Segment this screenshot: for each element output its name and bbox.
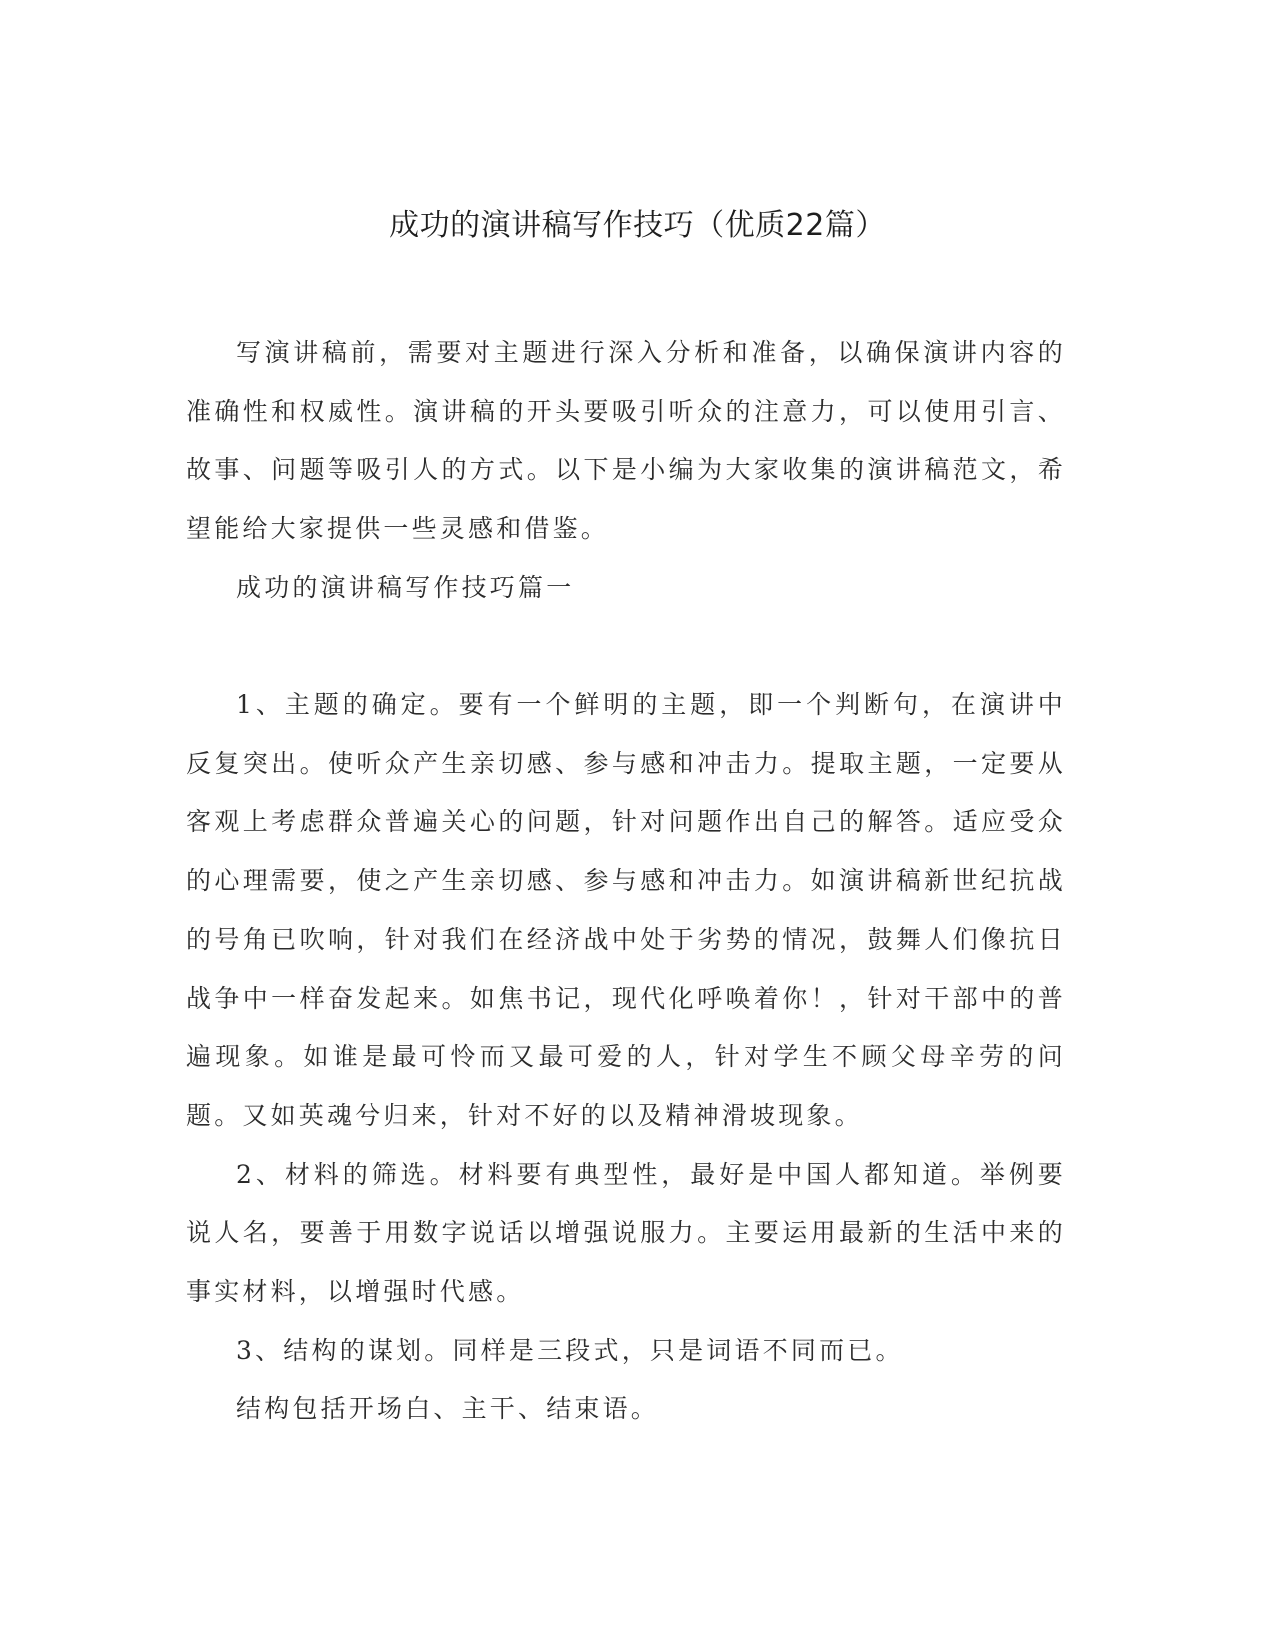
intro-block <box>186 324 1066 618</box>
document-title: 成功的演讲稿写作技巧（优质22篇） <box>389 208 886 243</box>
section-body <box>186 676 1066 1439</box>
body-paragraph-4: 结构包括开场白、主干、结束语。 <box>236 1394 660 1424</box>
intro-paragraph: 写演讲稿前，需要对主题进行深入分析和准备，以确保演讲内容的准确性和权威性。演讲稿的开头要吸引听众的注意力，可以使用引言、故事、问题等吸引人的方式。以下是小编为大家收集的演讲稿范文，希望能给大家提供一些灵感和借鉴。 <box>186 338 1066 544</box>
body-paragraph-3: 3、结构的谋划。同样是三段式，只是词语不同而已。 <box>236 1335 904 1365</box>
section-heading: 成功的演讲稿写作技巧篇一 <box>236 572 575 602</box>
body-paragraph-1: 1、主题的确定。要有一个鲜明的主题，即一个判断句，在演讲中反复突出。使听众产生亲切感、参与感和冲击力。提取主题，一定要从客观上考虑群众普遍关心的问题，针对问题作出自己的解答。适应受众的心理需要，使之产生亲切感、参与感和冲击力。如演讲稿新世纪抗战的号角已吹响，针对我们在经济战中处于劣势的情况，鼓舞人们像抗日战争中一样奋发起来。如焦书记，现代化呼唤着你！，针对干部中的普遍现象。如谁是最可怜而又最可爱的人，针对学生不顾父母辛劳的问题。又如英魂兮归来，针对不好的以及精神滑坡现象。 <box>186 690 1066 1130</box>
body-paragraph-2: 2、材料的筛选。材料要有典型性，最好是中国人都知道。举例要说人名，要善于用数字说话以增强说服力。主要运用最新的生活中来的事实材料，以增强时代感。 <box>186 1159 1066 1307</box>
